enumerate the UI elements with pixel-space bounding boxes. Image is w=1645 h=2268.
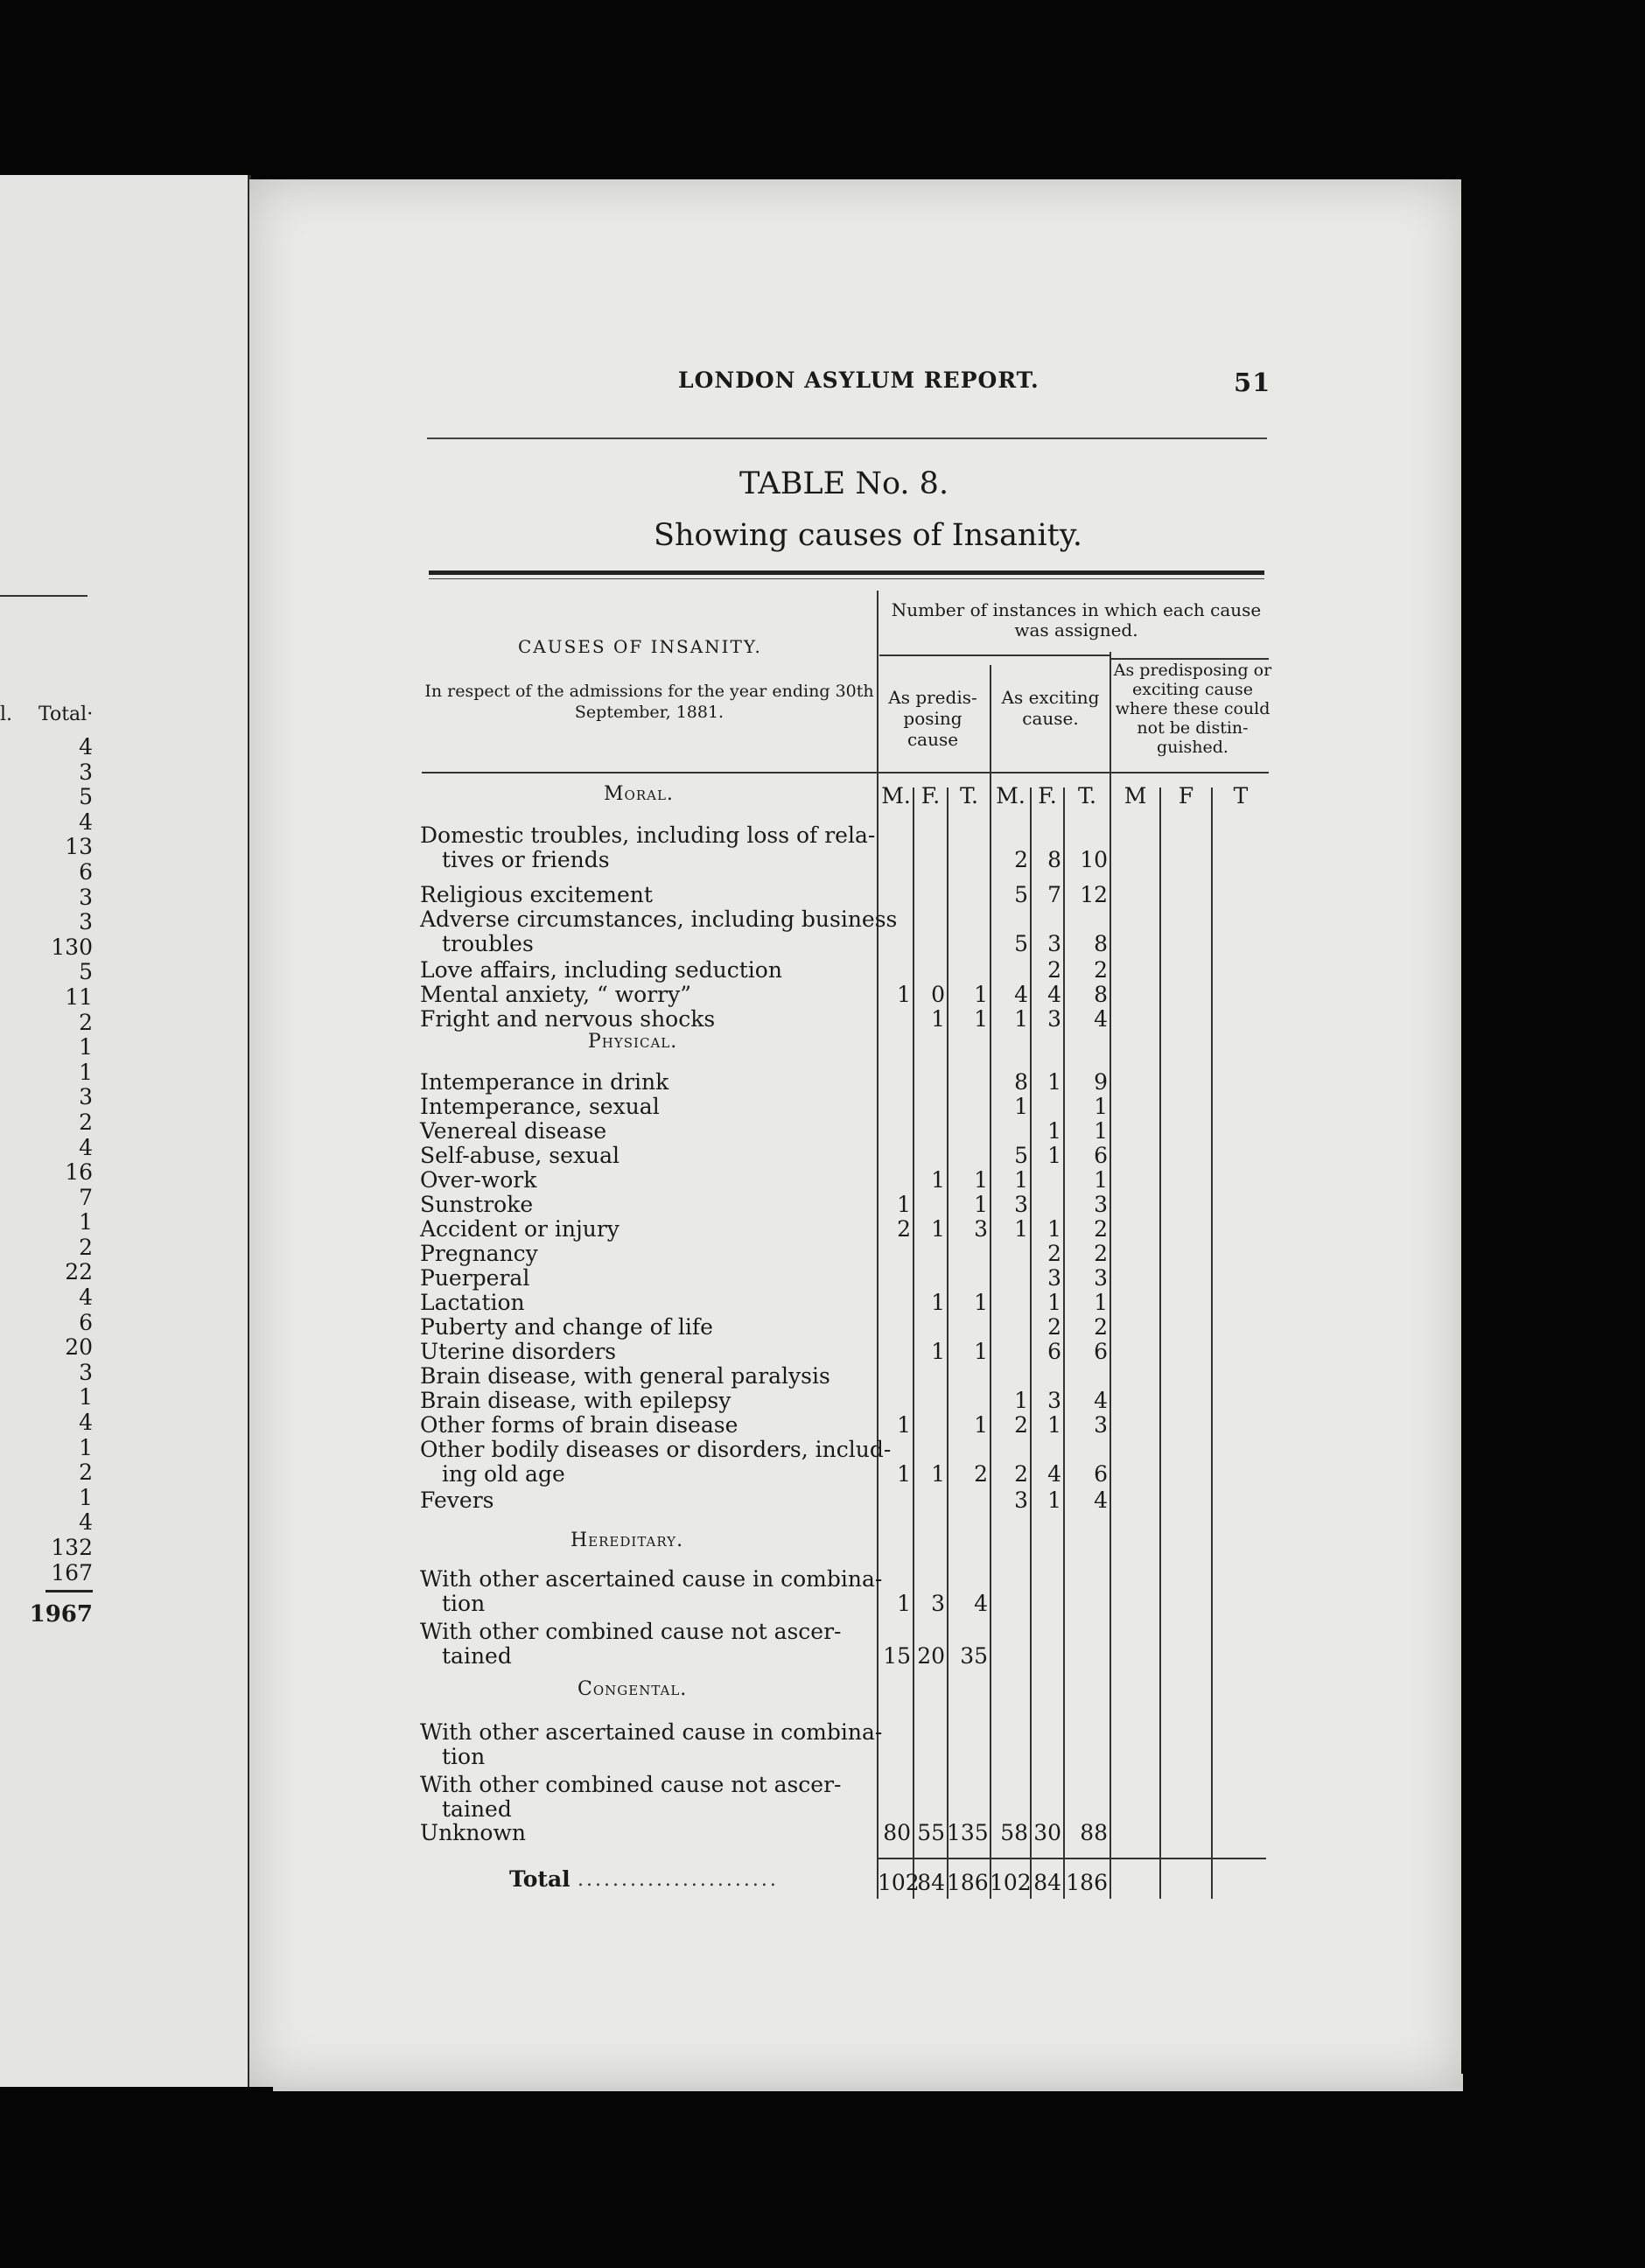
col-header: T. — [960, 783, 978, 808]
table-cell: 1 — [1014, 1094, 1028, 1119]
row-label: Fevers — [420, 1488, 494, 1513]
left-page-rule — [0, 595, 88, 597]
row-label: Pregnancy — [420, 1241, 538, 1266]
left-total-value: 1 — [79, 1384, 93, 1410]
table-cell: 2 — [1014, 1461, 1028, 1487]
left-total-value: 2 — [79, 1009, 93, 1035]
left-total-value: 4 — [79, 1134, 93, 1160]
table-cell: 1 — [974, 1006, 988, 1032]
table-cell: 1 — [1047, 1216, 1061, 1242]
table-cell: 1 — [1014, 1006, 1028, 1032]
respect-note: In respect of the admissions for the year ending 30th September, 1881. — [424, 682, 874, 722]
table-cell: 1 — [974, 1290, 988, 1315]
table-cell: 58 — [1000, 1820, 1028, 1845]
rule-above-total — [877, 1858, 1266, 1859]
table-cell: 3 — [1047, 1006, 1061, 1032]
table-cell: 80 — [883, 1820, 911, 1845]
section-physical: Physical. — [588, 1031, 678, 1053]
table-cell: 88 — [1080, 1820, 1108, 1845]
row-label-continued: troubles — [442, 931, 534, 956]
left-total-value: 2 — [79, 1234, 93, 1260]
left-total-value: 7 — [79, 1184, 93, 1210]
left-total-value: 130 — [51, 934, 93, 960]
table-cell: 3 — [931, 1591, 945, 1616]
table-cell: 6 — [1094, 1143, 1108, 1168]
section-hereditary: Hereditary. — [570, 1530, 684, 1551]
col-header: F. — [1038, 783, 1057, 808]
row-label: Self-abuse, sexual — [420, 1143, 620, 1168]
left-total-value: 11 — [65, 984, 93, 1010]
table-cell: 35 — [960, 1643, 988, 1669]
col-divider-bt — [1211, 788, 1213, 1899]
table-cell: 1 — [931, 1339, 945, 1364]
table-cell: 3 — [1014, 1488, 1028, 1513]
row-label: With other combined cause not ascer- — [420, 1619, 842, 1644]
col-divider-3 — [1110, 652, 1111, 1899]
left-total-value: 2 — [79, 1109, 93, 1135]
table-cell: 1 — [1014, 1388, 1028, 1413]
table-cell: 1 — [974, 1412, 988, 1438]
row-label-continued: tained — [442, 1643, 512, 1669]
table-cell: 135 — [947, 1820, 989, 1845]
header-rule — [427, 438, 1267, 439]
table-cell: 1 — [1094, 1094, 1108, 1119]
causes-heading: CAUSES OF INSANITY. — [518, 636, 762, 657]
left-total-value: 3 — [79, 884, 93, 910]
table-cell: 8 — [1047, 847, 1061, 872]
table-cell: 4 — [1047, 1461, 1061, 1487]
total-cell: 84 — [917, 1870, 945, 1895]
total-cell: 102 — [878, 1870, 920, 1895]
table-cell: 1 — [931, 1290, 945, 1315]
table-cell: 1 — [1094, 1167, 1108, 1193]
table-cell: 2 — [1094, 1216, 1108, 1242]
left-header-total: Total· — [38, 704, 94, 725]
table-cell: 6 — [1094, 1339, 1108, 1364]
total-cell: 186 — [1066, 1870, 1108, 1895]
row-label: Intemperance, sexual — [420, 1094, 660, 1119]
row-label: Over-work — [420, 1167, 537, 1193]
left-total-value: 3 — [79, 909, 93, 935]
left-page — [0, 175, 251, 2087]
left-total-value: 16 — [65, 1159, 93, 1186]
table-cell: 1 — [1047, 1118, 1061, 1144]
row-label: Venereal disease — [420, 1118, 607, 1144]
row-label: Brain disease, with epilepsy — [420, 1388, 732, 1413]
table-cell: 2 — [1094, 957, 1108, 983]
table-cell: 2 — [1047, 957, 1061, 983]
row-label-continued: tion — [442, 1591, 486, 1616]
table-cell: 9 — [1094, 1069, 1108, 1095]
left-total-value: 5 — [79, 784, 93, 810]
left-total-value: 4 — [79, 1284, 93, 1311]
row-label: Unknown — [420, 1820, 526, 1845]
row-label: Other bodily diseases or disorders, includ- — [420, 1437, 892, 1462]
total-cell: 102 — [990, 1870, 1032, 1895]
table-cell: 3 — [1094, 1265, 1108, 1291]
total-label: Total — [509, 1866, 570, 1892]
left-total-value: 1 — [79, 1434, 93, 1460]
table-cell: 8 — [1094, 931, 1108, 956]
section-moral: Moral. — [604, 783, 674, 805]
table-cell: 1 — [1047, 1488, 1061, 1513]
row-label: Brain disease, with general paralysis — [420, 1363, 830, 1389]
table-cell: 30 — [1033, 1820, 1061, 1845]
left-total-value: 4 — [79, 808, 93, 835]
table-cell: 1 — [1094, 1118, 1108, 1144]
exciting-heading: As exciting cause. — [1001, 687, 1100, 729]
table-cell: 3 — [1094, 1412, 1108, 1438]
col-header: F. — [920, 783, 941, 808]
left-total-value: 6 — [79, 1309, 93, 1335]
table-cell: 2 — [1047, 1314, 1061, 1340]
table-cell: 1 — [1047, 1412, 1061, 1438]
rule-under-header — [422, 772, 1269, 774]
total-cell: 186 — [947, 1870, 989, 1895]
row-label: Sunstroke — [420, 1192, 534, 1217]
table-cell: 6 — [1094, 1461, 1108, 1487]
table-cell: 20 — [917, 1643, 945, 1669]
left-grand-total: 1967 — [29, 1601, 93, 1628]
table-cell: 4 — [1047, 982, 1061, 1007]
col-header: M — [1124, 783, 1147, 808]
left-total-value: 3 — [79, 1084, 93, 1110]
row-label: Other forms of brain disease — [420, 1412, 738, 1438]
col-divider-bf — [1159, 788, 1161, 1899]
table-cell: 4 — [1094, 1006, 1108, 1032]
table-cell: 1 — [1094, 1290, 1108, 1315]
row-label-continued: tives or friends — [442, 847, 610, 872]
left-total-value: 20 — [65, 1334, 93, 1361]
row-label: Uterine disorders — [420, 1339, 617, 1364]
left-total-rule — [46, 1590, 93, 1592]
row-label: Religious excitement — [420, 882, 653, 907]
left-total-value: 1 — [79, 1059, 93, 1085]
table-cell: 6 — [1047, 1339, 1061, 1364]
table-cell: 1 — [974, 1339, 988, 1364]
table-subtitle: Showing causes of Insanity. — [654, 518, 1082, 553]
total-cell: 84 — [1033, 1870, 1061, 1895]
table-cell: 5 — [1014, 1143, 1028, 1168]
table-cell: 5 — [1014, 931, 1028, 956]
table-cell: 4 — [1014, 982, 1028, 1007]
table-cell: 8 — [1094, 982, 1108, 1007]
left-total-value: 5 — [79, 959, 93, 985]
undistinguished-heading: As predisposing or exciting cause where these could not be distin- guished. — [1113, 661, 1272, 757]
table-cell: 1 — [931, 1167, 945, 1193]
left-total-value: 3 — [79, 1359, 93, 1385]
row-label: Puberty and change of life — [420, 1314, 713, 1340]
table-cell: 1 — [897, 1461, 911, 1487]
table-cell: 3 — [1047, 1265, 1061, 1291]
row-label: Puerperal — [420, 1265, 530, 1291]
left-total-value: 6 — [79, 858, 93, 885]
left-total-value: 132 — [51, 1535, 93, 1560]
table-cell: 4 — [1094, 1488, 1108, 1513]
table-cell: 4 — [1094, 1388, 1108, 1413]
table-cell: 3 — [1047, 1388, 1061, 1413]
table-cell: 2 — [897, 1216, 911, 1242]
table-cell: 2 — [1014, 847, 1028, 872]
table-cell: 55 — [917, 1820, 945, 1845]
table-cell: 1 — [1047, 1143, 1061, 1168]
left-total-value: 4 — [79, 1509, 93, 1536]
left-total-value: 2 — [79, 1460, 93, 1486]
table-cell: 10 — [1080, 847, 1108, 872]
table-cell: 2 — [1094, 1241, 1108, 1266]
table-cell: 2 — [1014, 1412, 1028, 1438]
row-label: With other ascertained cause in combina- — [420, 1566, 883, 1592]
table-cell: 15 — [883, 1643, 911, 1669]
left-total-value: 4 — [79, 1410, 93, 1436]
left-total-value: 3 — [79, 759, 93, 785]
table-cell: 1 — [931, 1461, 945, 1487]
table-cell: 1 — [897, 1192, 911, 1217]
row-label: With other combined cause not ascer- — [420, 1772, 842, 1797]
left-page-values — [26, 735, 93, 1586]
row-label: Love affairs, including seduction — [420, 957, 782, 983]
row-label: Accident or injury — [420, 1216, 620, 1242]
table-cell: 12 — [1080, 882, 1108, 907]
row-label-continued: tion — [442, 1744, 486, 1769]
left-total-value: 1 — [79, 1484, 93, 1510]
page-number: 51 — [1234, 368, 1271, 397]
number-heading: Number of instances in which each cause was assigned. — [891, 599, 1262, 640]
rule-under-number — [879, 654, 1110, 656]
table-cell: 2 — [1094, 1314, 1108, 1340]
left-total-value: 167 — [51, 1559, 93, 1586]
left-total-value: 1 — [79, 1209, 93, 1236]
table-cell: 7 — [1047, 882, 1061, 907]
table-cell: 1 — [931, 1006, 945, 1032]
table-cell: 0 — [931, 982, 945, 1007]
table-cell: 1 — [1014, 1216, 1028, 1242]
col-header: T — [1233, 783, 1249, 808]
table-cell: 5 — [1014, 882, 1028, 907]
row-label: Intemperance in drink — [420, 1069, 669, 1095]
table-cell: 3 — [974, 1216, 988, 1242]
table-cell: 3 — [1094, 1192, 1108, 1217]
table-cell: 1 — [974, 982, 988, 1007]
col-header: M. — [996, 783, 1026, 808]
row-label: With other ascertained cause in combina- — [420, 1719, 883, 1745]
left-total-value: 22 — [65, 1259, 93, 1285]
table-cell: 1 — [897, 982, 911, 1007]
table-cell: 8 — [1014, 1069, 1028, 1095]
left-total-value: 4 — [79, 734, 93, 760]
row-label: Mental anxiety, “ worry” — [420, 982, 692, 1007]
table-cell: 1 — [931, 1216, 945, 1242]
row-label: Fright and nervous shocks — [420, 1006, 716, 1032]
section-congenital: Congental. — [578, 1678, 688, 1700]
row-label: Adverse circumstances, including business — [420, 906, 898, 932]
table-cell: 1 — [1014, 1167, 1028, 1193]
table-cell: 1 — [897, 1412, 911, 1438]
table-cell: 4 — [974, 1591, 988, 1616]
running-head-title: LONDON ASYLUM REPORT. — [678, 368, 1040, 393]
table-title: TABLE No. 8. — [739, 466, 949, 501]
title-rule-thin — [429, 578, 1264, 579]
table-cell: 2 — [1047, 1241, 1061, 1266]
table-cell: 1 — [974, 1192, 988, 1217]
row-label: Domestic troubles, including loss of rela- — [420, 822, 876, 848]
table-cell: 1 — [897, 1591, 911, 1616]
table-cell: 1 — [1047, 1290, 1061, 1315]
left-total-value: 1 — [79, 1034, 93, 1060]
left-total-value: 13 — [65, 834, 93, 860]
row-label: Lactation — [420, 1290, 525, 1315]
table-cell: 3 — [1047, 931, 1061, 956]
row-label-continued: ing old age — [442, 1461, 565, 1487]
rule-under-number-right — [1110, 658, 1269, 660]
col-header: F — [1178, 783, 1194, 808]
left-header-fragment: l. — [0, 704, 13, 725]
total-leader-dots: ....................... — [578, 1869, 779, 1891]
col-divider-1 — [877, 591, 878, 1899]
title-rule-thick — [429, 570, 1264, 575]
col-header: T. — [1078, 783, 1096, 808]
predisposing-heading: As predis- posing cause — [888, 687, 977, 750]
table-cell: 1 — [974, 1167, 988, 1193]
row-label-continued: tained — [442, 1796, 512, 1822]
col-header: M. — [881, 783, 911, 808]
table-cell: 3 — [1014, 1192, 1028, 1217]
table-cell: 2 — [974, 1461, 988, 1487]
table-cell: 1 — [1047, 1069, 1061, 1095]
